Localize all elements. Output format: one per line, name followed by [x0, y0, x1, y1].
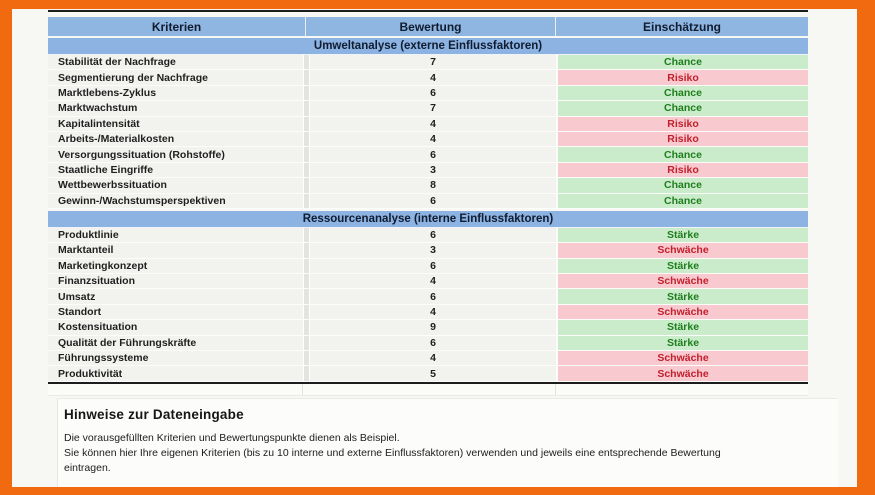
cell-bewertung[interactable]: 8	[310, 178, 556, 192]
cell-einschaetzung[interactable]: Chance	[558, 86, 808, 100]
section-bar-umweltanalyse: Umweltanalyse (externe Einflussfaktoren)	[48, 38, 808, 55]
cell-einschaetzung[interactable]: Schwäche	[558, 351, 808, 365]
cell-kriterium[interactable]: Standort	[48, 305, 303, 319]
cell-bewertung[interactable]: 4	[310, 274, 556, 288]
cell-kriterium[interactable]: Qualität der Führungskräfte	[48, 336, 303, 350]
table-row	[48, 289, 808, 304]
cell-einschaetzung[interactable]: Stärke	[558, 259, 808, 273]
section-bar-ressourcenanalyse: Ressourcenanalyse (interne Einflussfaktoren)	[48, 211, 808, 228]
cell-kriterium[interactable]: Staatliche Eingriffe	[48, 163, 303, 177]
cell-kriterium[interactable]: Segmentierung der Nachfrage	[48, 70, 303, 84]
section-rows-ressourcenanalyse	[48, 228, 808, 382]
cell-einschaetzung[interactable]: Risiko	[558, 132, 808, 146]
cell-kriterium[interactable]: Umsatz	[48, 289, 303, 303]
cell-bewertung[interactable]: 6	[310, 228, 556, 242]
empty-cell	[303, 384, 556, 395]
cell-kriterium[interactable]: Marktlebens-Zyklus	[48, 86, 303, 100]
table-row	[48, 366, 808, 381]
table-row	[48, 70, 808, 85]
cell-kriterium[interactable]: Kapitalintensität	[48, 117, 303, 131]
table-row	[48, 194, 808, 209]
cell-bewertung[interactable]: 4	[310, 132, 556, 146]
cell-bewertung[interactable]: 3	[310, 163, 556, 177]
empty-cell	[48, 384, 303, 395]
cell-einschaetzung[interactable]: Schwäche	[558, 274, 808, 288]
cell-bewertung[interactable]: 4	[310, 70, 556, 84]
table-top-border	[48, 10, 808, 12]
empty-cell	[556, 384, 808, 395]
table-row	[48, 147, 808, 162]
cell-bewertung[interactable]: 6	[310, 86, 556, 100]
table-row	[48, 351, 808, 366]
table-row	[48, 117, 808, 132]
analysis-table	[48, 10, 808, 396]
table-row	[48, 101, 808, 116]
table-row	[48, 320, 808, 335]
cell-bewertung[interactable]: 5	[310, 366, 556, 380]
cell-bewertung[interactable]: 4	[310, 117, 556, 131]
cell-einschaetzung[interactable]: Chance	[558, 194, 808, 208]
column-gap	[303, 86, 310, 100]
column-gap	[303, 70, 310, 84]
cell-kriterium[interactable]: Finanzsituation	[48, 274, 303, 288]
hinweise-box	[57, 398, 838, 487]
worksheet-panel	[12, 9, 857, 487]
cell-bewertung[interactable]: 6	[310, 259, 556, 273]
hinweise-title: Hinweise zur Dateneingabe	[64, 407, 244, 422]
header-cell-kriterien: Kriterien	[48, 17, 306, 36]
cell-kriterium[interactable]: Stabilität der Nachfrage	[48, 55, 303, 69]
column-gap	[303, 101, 310, 115]
column-gap	[303, 163, 310, 177]
table-row	[48, 132, 808, 147]
column-gap	[303, 194, 310, 208]
cell-einschaetzung[interactable]: Schwäche	[558, 243, 808, 257]
cell-bewertung[interactable]: 4	[310, 305, 556, 319]
cell-kriterium[interactable]: Kostensituation	[48, 320, 303, 334]
header-cell-bewertung: Bewertung	[306, 17, 556, 36]
column-gap	[303, 132, 310, 146]
column-gap	[303, 228, 310, 242]
cell-bewertung[interactable]: 6	[310, 336, 556, 350]
cell-einschaetzung[interactable]: Chance	[558, 55, 808, 69]
cell-kriterium[interactable]: Marktanteil	[48, 243, 303, 257]
cell-einschaetzung[interactable]: Stärke	[558, 228, 808, 242]
column-gap	[303, 243, 310, 257]
table-row	[48, 178, 808, 193]
cell-einschaetzung[interactable]: Chance	[558, 101, 808, 115]
cell-einschaetzung[interactable]: Schwäche	[558, 305, 808, 319]
cell-kriterium[interactable]: Führungssysteme	[48, 351, 303, 365]
table-row	[48, 274, 808, 289]
table-row	[48, 55, 808, 70]
cell-kriterium[interactable]: Versorgungssituation (Rohstoffe)	[48, 147, 303, 161]
cell-einschaetzung[interactable]: Risiko	[558, 70, 808, 84]
cell-kriterium[interactable]: Wettbewerbssituation	[48, 178, 303, 192]
cell-einschaetzung[interactable]: Risiko	[558, 117, 808, 131]
column-gap	[303, 147, 310, 161]
table-row	[48, 305, 808, 320]
cell-bewertung[interactable]: 3	[310, 243, 556, 257]
cell-kriterium[interactable]: Arbeits-/Materialkosten	[48, 132, 303, 146]
header-cell-einschaetzung: Einschätzung	[642, 19, 721, 34]
column-gap	[303, 336, 310, 350]
column-gap	[303, 351, 310, 365]
hinweise-line: Sie können hier Ihre eigenen Kriterien (bis zu 10 interne und externe Einflussfaktoren) verwenden und jeweils eine entsprechende Bewertung	[64, 447, 721, 459]
hinweise-line: eintragen.	[64, 462, 111, 474]
cell-kriterium[interactable]: Produktlinie	[48, 228, 303, 242]
table-row	[48, 228, 808, 243]
table-row	[48, 259, 808, 274]
cell-einschaetzung[interactable]: Stärke	[558, 336, 808, 350]
cell-einschaetzung[interactable]: Stärke	[558, 320, 808, 334]
column-gap	[303, 55, 310, 69]
cell-kriterium[interactable]: Marketingkonzept	[48, 259, 303, 273]
column-gap	[303, 274, 310, 288]
column-gap	[303, 366, 310, 380]
table-row	[48, 86, 808, 101]
cell-einschaetzung[interactable]: Chance	[558, 178, 808, 192]
section-rows-umweltanalyse	[48, 55, 808, 209]
cell-bewertung[interactable]: 9	[310, 320, 556, 334]
hinweise-line: Die vorausgefüllten Kriterien und Bewertungspunkte dienen als Beispiel.	[64, 432, 400, 444]
cell-kriterium[interactable]: Marktwachstum	[48, 101, 303, 115]
cell-einschaetzung[interactable]: Stärke	[558, 289, 808, 303]
cell-kriterium[interactable]: Gewinn-/Wachstumsperspektiven	[48, 194, 303, 208]
cell-bewertung[interactable]: 4	[310, 351, 556, 365]
cell-bewertung[interactable]: 6	[310, 289, 556, 303]
column-gap	[303, 305, 310, 319]
empty-row-strip	[48, 384, 808, 396]
column-gap	[303, 178, 310, 192]
table-row	[48, 163, 808, 178]
cell-bewertung[interactable]: 7	[310, 101, 556, 115]
cell-einschaetzung[interactable]: Schwäche	[558, 366, 808, 380]
cell-einschaetzung[interactable]: Chance	[558, 147, 808, 161]
table-row	[48, 243, 808, 258]
table-row	[48, 336, 808, 351]
column-gap	[303, 289, 310, 303]
column-gap	[303, 117, 310, 131]
column-gap	[303, 259, 310, 273]
column-gap	[303, 320, 310, 334]
table-header-row	[48, 17, 808, 36]
cell-bewertung[interactable]: 7	[310, 55, 556, 69]
hinweise-text	[64, 431, 828, 476]
cell-bewertung[interactable]: 6	[310, 194, 556, 208]
cell-kriterium[interactable]: Produktivität	[48, 366, 303, 380]
cell-einschaetzung[interactable]: Risiko	[558, 163, 808, 177]
cell-bewertung[interactable]: 6	[310, 147, 556, 161]
